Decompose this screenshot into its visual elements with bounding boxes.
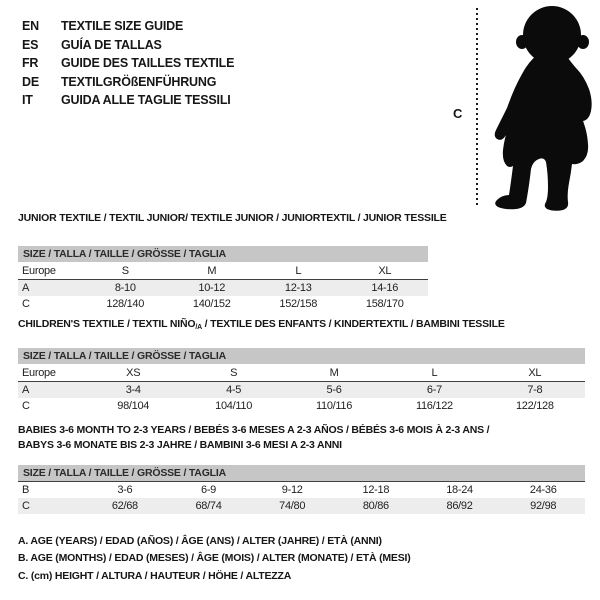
table-row — [18, 381, 585, 398]
babies-table-title — [18, 423, 489, 453]
language-title: TEXTILE SIZE GUIDE — [61, 19, 184, 33]
value-cell: 74/80 — [279, 500, 306, 512]
region-label: Europe — [22, 366, 56, 379]
size-band-junior: SIZE / TALLA / TAILLE / GRÖSSE / TAGLIA — [18, 246, 428, 262]
row-label: C — [22, 298, 30, 310]
height-figure — [450, 0, 600, 215]
value-cell: 158/170 — [365, 298, 404, 310]
row-label: A — [22, 282, 30, 294]
size-header-cell: M — [207, 264, 217, 277]
size-band-babies: SIZE / TALLA / TAILLE / GRÖSSE / TAGLIA — [18, 465, 585, 481]
value-cell: 122/128 — [515, 400, 554, 412]
table-row — [18, 481, 585, 498]
babies-title-line1: BABIES 3-6 MONTH TO 2-3 YEARS / BEBÉS 3-6 MESES A 2-3 AÑOS / BÉBÉS 3-6 MOIS À 2-3 ANS / — [18, 424, 490, 436]
size-header-cell: L — [431, 366, 438, 379]
row-label: A — [22, 384, 30, 396]
value-cell: 62/68 — [111, 500, 138, 512]
value-cell: 68/74 — [195, 500, 222, 512]
language-row — [22, 36, 234, 55]
babies-title-line2: BABYS 3-6 MONATE BIS 2-3 JAHRE / BAMBINI 3-6 MESI A 2-3 ANNI — [18, 439, 342, 451]
value-cell: 6-9 — [201, 484, 216, 496]
value-cell: 7-8 — [527, 384, 543, 396]
value-cell: 104/110 — [215, 400, 253, 412]
junior-table-title: JUNIOR TEXTILE / TEXTIL JUNIOR/ TEXTILE JUNIOR / JUNIORTEXTIL / JUNIOR TESSILE — [18, 212, 447, 224]
language-row — [22, 54, 234, 73]
size-band-children: SIZE / TALLA / TAILLE / GRÖSSE / TAGLIA — [18, 348, 585, 364]
size-header-cell: L — [295, 264, 302, 277]
language-code: ES — [22, 37, 39, 52]
row-label: C — [22, 500, 30, 512]
children-title-pre: CHILDREN'S TEXTILE / TEXTIL NIÑO — [18, 318, 196, 330]
children-size-table — [18, 348, 585, 414]
language-title: GUÍA DE TALLAS — [61, 37, 162, 52]
toddler-silhouette-icon — [492, 4, 598, 212]
value-cell: 86/92 — [446, 500, 473, 512]
value-cell: 18-24 — [446, 484, 473, 496]
value-cell: 80/86 — [362, 500, 389, 512]
value-cell: 14-16 — [371, 282, 399, 294]
value-cell: 128/140 — [106, 298, 145, 310]
region-label: Europe — [22, 264, 56, 277]
value-cell: 152/158 — [279, 298, 318, 310]
value-cell: 12-18 — [362, 484, 390, 496]
value-cell: 24-36 — [529, 484, 557, 496]
value-cell: 92/98 — [530, 500, 557, 512]
row-label: B — [22, 484, 30, 496]
table-row — [18, 296, 428, 312]
language-header — [22, 17, 234, 110]
value-cell: 110/116 — [316, 400, 353, 412]
table-row — [18, 498, 585, 514]
footnote-line: A. AGE (YEARS) / EDAD (AÑOS) / ÂGE (ANS) / ALTER (JAHRE) / ETÀ (ANNI) — [18, 535, 382, 547]
junior-size-table — [18, 246, 428, 312]
language-code: FR — [22, 56, 39, 71]
footnote-line: B. AGE (MONTHS) / EDAD (MESES) / ÂGE (MOIS) / ALTER (MONATE) / ETÀ (MESI) — [18, 552, 411, 565]
table-row — [18, 398, 585, 414]
size-header-cell: M — [329, 366, 339, 379]
height-dashed-line — [476, 8, 478, 208]
size-header-row — [18, 364, 585, 381]
language-title: GUIDA ALLE TAGLIE TESSILI — [61, 93, 231, 108]
value-cell: 10-12 — [198, 282, 226, 294]
size-header-row — [18, 262, 428, 279]
children-table-title — [18, 317, 505, 335]
value-cell: 9-12 — [281, 484, 303, 496]
language-row — [22, 17, 234, 36]
size-header-cell: S — [230, 366, 238, 379]
value-cell: 3-6 — [117, 484, 133, 496]
language-row — [22, 73, 234, 92]
children-title-sub: /A — [195, 324, 202, 331]
children-title-post: / TEXTILE DES ENFANTS / KINDERTEXTIL / BAMBINI TESSILE — [201, 318, 505, 330]
value-cell: 6-7 — [426, 384, 442, 396]
value-cell: 116/122 — [415, 400, 453, 412]
language-row — [22, 91, 234, 110]
language-code: EN — [22, 19, 39, 33]
language-title: GUIDE DES TAILLES TEXTILE — [61, 56, 235, 71]
size-header-cell: XL — [528, 366, 542, 379]
row-label: C — [22, 400, 30, 412]
value-cell: 5-6 — [326, 384, 342, 396]
size-header-cell: XS — [126, 366, 141, 379]
language-code: DE — [22, 74, 39, 89]
value-cell: 98/104 — [117, 400, 150, 412]
language-title: TEXTILGRÖßENFÜHRUNG — [61, 74, 217, 89]
height-measure-label: C — [453, 106, 463, 121]
babies-size-table — [18, 465, 585, 514]
value-cell: 4-5 — [226, 384, 242, 396]
language-code: IT — [22, 93, 33, 108]
table-row — [18, 279, 428, 296]
size-header-cell: S — [121, 264, 129, 277]
value-cell: 8-10 — [114, 282, 136, 294]
value-cell: 140/152 — [192, 298, 231, 310]
value-cell: 12-13 — [284, 282, 312, 294]
legend-footnotes — [18, 533, 411, 585]
size-header-cell: XL — [378, 264, 392, 277]
value-cell: 3-4 — [125, 384, 141, 396]
footnote-line: C. (cm) HEIGHT / ALTURA / HAUTEUR / HÖHE / ALTEZZA — [18, 569, 292, 582]
